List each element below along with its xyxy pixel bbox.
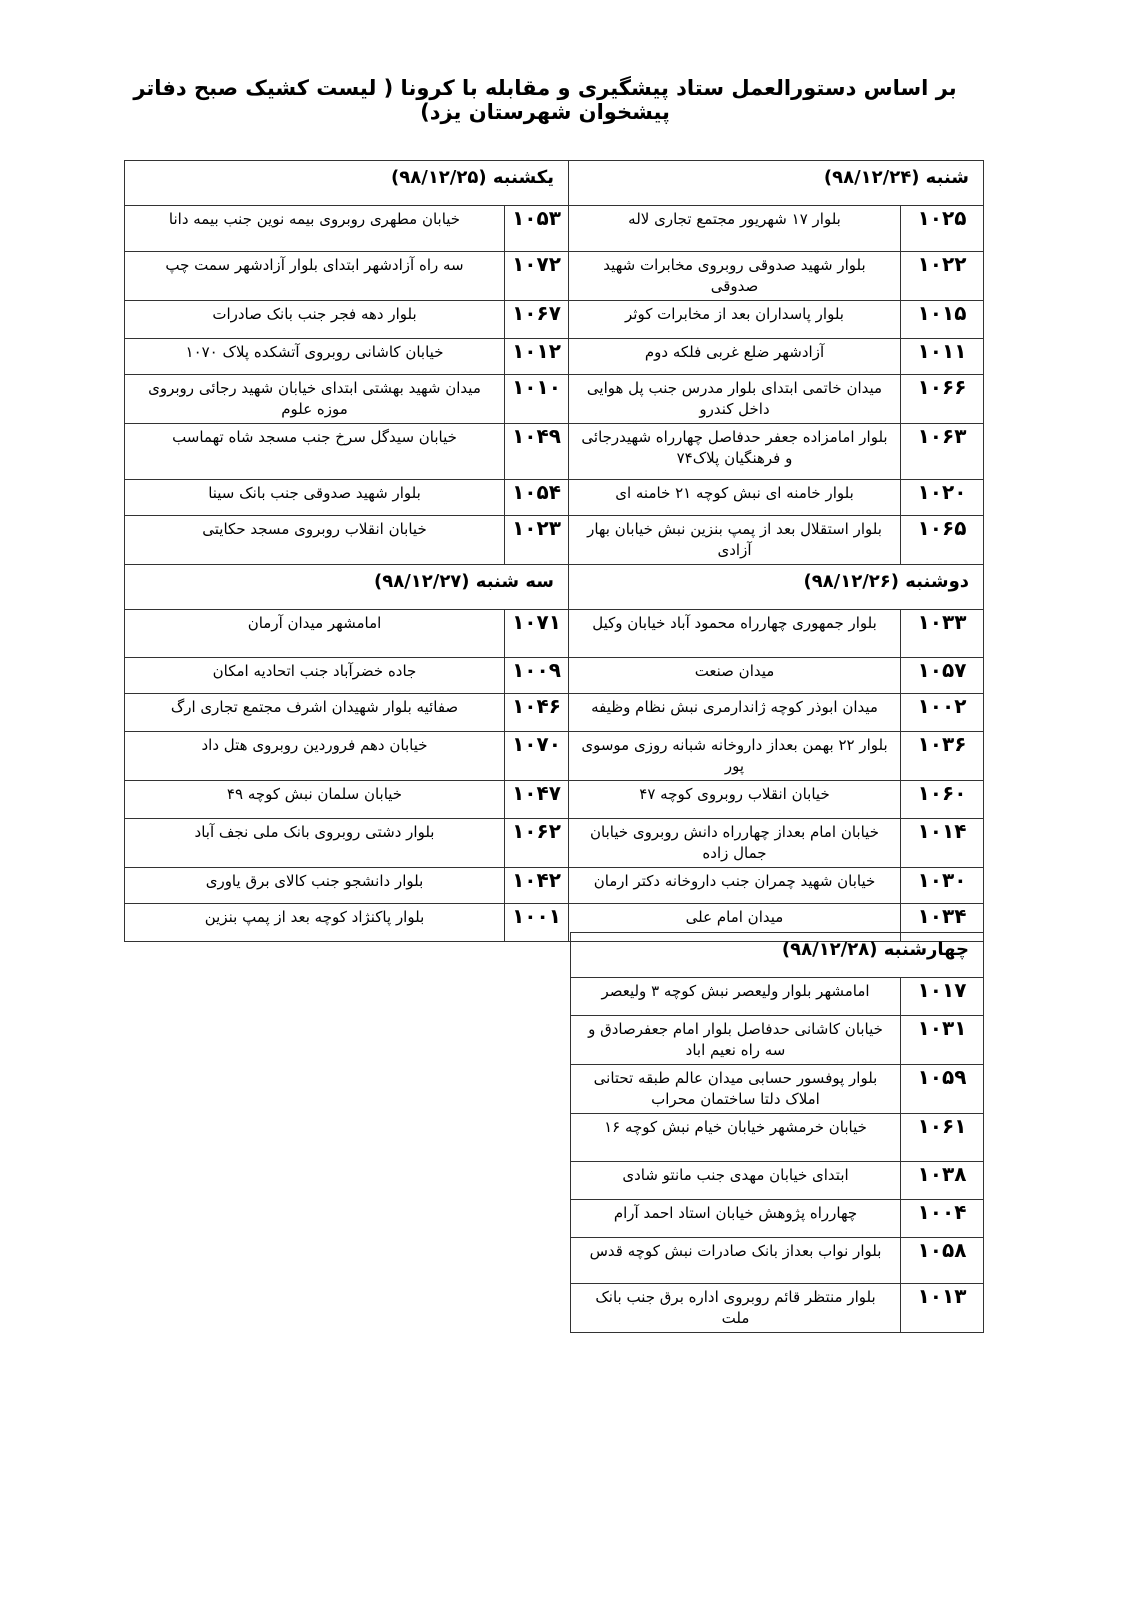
day-header-wednesday: چهارشنبه (۹۸/۱۲/۲۸) [571, 933, 984, 978]
page-title: بر اساس دستورالعمل ستاد پیشگیری و مقابله با کرونا ( لیست کشیک صبح دفاتر پیشخوان شهرستان یزد) [133, 76, 957, 124]
office-code: ۱۰۷۱ [505, 610, 569, 658]
office-code: ۱۰۶۷ [505, 301, 569, 339]
table-row [125, 694, 984, 732]
office-address: امامشهر میدان آرمان [125, 610, 505, 658]
office-code: ۱۰۱۰ [505, 375, 569, 424]
table-row [125, 206, 984, 252]
table-row [125, 868, 984, 904]
table-row [125, 339, 984, 375]
day-header-left: سه شنبه (۹۸/۱۲/۲۷) [125, 565, 569, 610]
office-address: بلوار نواب بعداز بانک صادرات نبش کوچه قدس [571, 1238, 901, 1284]
office-code: ۱۰۰۲ [901, 694, 984, 732]
office-address: خیابان انقلاب روبروی مسجد حکایتی [125, 516, 505, 565]
day-header-right: دوشنبه (۹۸/۱۲/۲۶) [569, 565, 984, 610]
office-code: ۱۰۲۳ [505, 516, 569, 565]
table-row [125, 819, 984, 868]
day-header-row [125, 565, 984, 610]
office-code: ۱۰۴۶ [505, 694, 569, 732]
office-address: بلوار ۲۲ بهمن بعداز داروخانه شبانه روزی موسوی پور [569, 732, 901, 781]
office-address: امامشهر بلوار ولیعصر نبش کوچه ۳ ولیعصر [571, 978, 901, 1016]
day-header-row [571, 933, 984, 978]
office-address: بلوار پاکنژاد کوچه بعد از پمپ بنزین [125, 904, 505, 942]
office-address: بلوار پوفسور حسابی میدان عالم طبقه تحتانی املاک دلتا ساختمان محراب [571, 1065, 901, 1114]
office-code: ۱۰۶۲ [505, 819, 569, 868]
day-header-row [125, 161, 984, 206]
office-address: بلوار جمهوری چهارراه محمود آباد خیابان وکیل [569, 610, 901, 658]
office-code: ۱۰۳۳ [901, 610, 984, 658]
office-address: بلوار استقلال بعد از پمپ بنزین نبش خیابان بهار آزادی [569, 516, 901, 565]
office-address: میدان شهید بهشتی ابتدای خیابان شهید رجائی روبروی موزه علوم [125, 375, 505, 424]
office-address: بلوار خامنه ای نبش کوچه ۲۱ خامنه ای [569, 480, 901, 516]
office-code: ۱۰۴۲ [505, 868, 569, 904]
office-address: خیابان کاشانی روبروی آتشکده پلاک ۱۰۷۰ [125, 339, 505, 375]
office-code: ۱۰۶۶ [901, 375, 984, 424]
office-address: بلوار منتظر قائم روبروی اداره برق جنب بانک ملت [571, 1284, 901, 1333]
office-code: ۱۰۳۱ [901, 1016, 984, 1065]
office-address: خیابان مطهری روبروی بیمه نوین جنب بیمه دانا [125, 206, 505, 252]
office-code: ۱۰۰۹ [505, 658, 569, 694]
table-row [125, 424, 984, 480]
office-code: ۱۰۱۳ [901, 1284, 984, 1333]
table-row [571, 978, 984, 1016]
office-code: ۱۰۲۵ [901, 206, 984, 252]
table-row [125, 375, 984, 424]
office-code: ۱۰۵۸ [901, 1238, 984, 1284]
office-code: ۱۰۳۰ [901, 868, 984, 904]
table-row [571, 1200, 984, 1238]
office-code: ۱۰۶۵ [901, 516, 984, 565]
office-address: خیابان خرمشهر خیابان خیام نبش کوچه ۱۶ [571, 1114, 901, 1162]
table-row [125, 781, 984, 819]
office-address: میدان امام علی [569, 904, 901, 942]
office-address: بلوار ۱۷ شهریور مجتمع تجاری لاله [569, 206, 901, 252]
office-address: بلوار دانشجو جنب کالای برق یاوری [125, 868, 505, 904]
office-code: ۱۰۱۴ [901, 819, 984, 868]
table-row [571, 1284, 984, 1333]
office-code: ۱۰۵۷ [901, 658, 984, 694]
office-address: سه راه آزادشهر ابتدای بلوار آزادشهر سمت چپ [125, 252, 505, 301]
office-address: بلوار دهه فجر جنب بانک صادرات [125, 301, 505, 339]
office-code: ۱۰۵۳ [505, 206, 569, 252]
office-code: ۱۰۵۹ [901, 1065, 984, 1114]
office-code: ۱۰۴۷ [505, 781, 569, 819]
office-code: ۱۰۱۵ [901, 301, 984, 339]
office-address: خیابان دهم فروردین روبروی هتل داد [125, 732, 505, 781]
office-code: ۱۰۰۴ [901, 1200, 984, 1238]
office-address: خیابان امام بعداز چهارراه دانش روبروی خیابان جمال زاده [569, 819, 901, 868]
office-address: چهارراه پژوهش خیابان استاد احمد آرام [571, 1200, 901, 1238]
office-code: ۱۰۳۴ [901, 904, 984, 942]
office-code: ۱۰۷۰ [505, 732, 569, 781]
office-address: میدان صنعت [569, 658, 901, 694]
office-address: خیابان انقلاب روبروی کوچه ۴۷ [569, 781, 901, 819]
office-address: خیابان سیدگل سرخ جنب مسجد شاه تهماسب [125, 424, 505, 480]
office-code: ۱۰۲۰ [901, 480, 984, 516]
office-code: ۱۰۷۲ [505, 252, 569, 301]
office-code: ۱۰۱۷ [901, 978, 984, 1016]
table-row [125, 610, 984, 658]
office-address: بلوار پاسداران بعد از مخابرات کوثر [569, 301, 901, 339]
table-row [125, 732, 984, 781]
day-header-right: شنبه (۹۸/۱۲/۲۴) [569, 161, 984, 206]
office-code: ۱۰۵۴ [505, 480, 569, 516]
table-row [571, 1162, 984, 1200]
office-code: ۱۰۰۱ [505, 904, 569, 942]
table-row [125, 301, 984, 339]
office-address: بلوار امامزاده جعفر حدفاصل چهارراه شهیدرجائی و فرهنگیان پلاک۷۴ [569, 424, 901, 480]
office-address: بلوار دشتی روبروی بانک ملی نجف آباد [125, 819, 505, 868]
office-address: میدان ابوذر کوچه ژاندارمری نبش نظام وظیفه [569, 694, 901, 732]
office-code: ۱۰۶۰ [901, 781, 984, 819]
table-row [125, 480, 984, 516]
office-address: صفائیه بلوار شهیدان اشرف مجتمع تجاری ارگ [125, 694, 505, 732]
office-address: بلوار شهید صدوقی جنب بانک سینا [125, 480, 505, 516]
table-row [571, 1114, 984, 1162]
office-code: ۱۰۴۹ [505, 424, 569, 480]
office-address: میدان خاتمی ابتدای بلوار مدرس جنب پل هوایی داخل کندرو [569, 375, 901, 424]
office-address: جاده خضرآباد جنب اتحادیه امکان [125, 658, 505, 694]
office-address: آزادشهر ضلع غربی فلکه دوم [569, 339, 901, 375]
schedule-table-wednesday [570, 932, 984, 1333]
table-row [571, 1238, 984, 1284]
office-address: ابتدای خیابان مهدی جنب مانتو شادی [571, 1162, 901, 1200]
office-code: ۱۰۱۱ [901, 339, 984, 375]
office-address: خیابان کاشانی حدفاصل بلوار امام جعفرصادق و سه راه نعیم اباد [571, 1016, 901, 1065]
table-row [125, 516, 984, 565]
office-code: ۱۰۳۸ [901, 1162, 984, 1200]
day-header-left: یکشنبه (۹۸/۱۲/۲۵) [125, 161, 569, 206]
office-address: بلوار شهید صدوقی روبروی مخابرات شهید صدوقی [569, 252, 901, 301]
office-address: خیابان سلمان نبش کوچه ۴۹ [125, 781, 505, 819]
office-address: خیابان شهید چمران جنب داروخانه دکتر ارمان [569, 868, 901, 904]
table-row [125, 658, 984, 694]
table-row [125, 252, 984, 301]
office-code: ۱۰۳۶ [901, 732, 984, 781]
office-code: ۱۰۲۲ [901, 252, 984, 301]
table-row [571, 1065, 984, 1114]
office-code: ۱۰۱۲ [505, 339, 569, 375]
table-row [571, 1016, 984, 1065]
schedule-table-main [124, 160, 984, 942]
office-code: ۱۰۶۳ [901, 424, 984, 480]
office-code: ۱۰۶۱ [901, 1114, 984, 1162]
